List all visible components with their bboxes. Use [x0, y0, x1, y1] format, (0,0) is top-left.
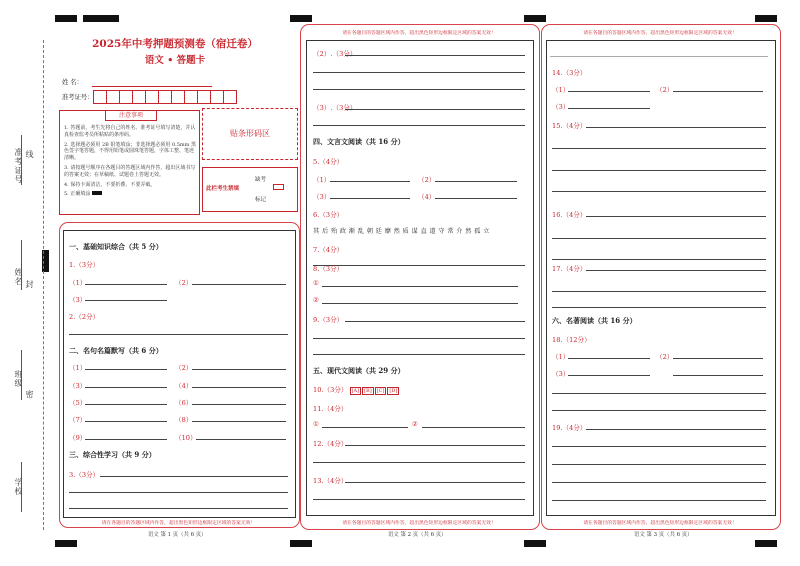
answer-line[interactable] — [313, 72, 525, 73]
answer-line[interactable] — [85, 404, 167, 405]
alignment-mark — [755, 540, 777, 547]
q10-text: 10.（3分） — [313, 386, 348, 394]
exam-title: 2025年中考押题预测卷（宿迁卷） — [92, 38, 258, 50]
answer-line[interactable] — [192, 284, 286, 285]
alignment-mark — [55, 540, 77, 547]
poem-item: （5） — [69, 399, 87, 407]
poem-item: （9） — [69, 434, 87, 442]
answer-line[interactable] — [568, 108, 650, 109]
answer-line[interactable] — [552, 482, 766, 483]
answer-line[interactable] — [313, 89, 525, 90]
answer-line[interactable] — [552, 393, 766, 394]
q11-1: ① — [313, 420, 319, 428]
answer-line[interactable] — [552, 410, 766, 411]
q2-label: 2.（2分） — [69, 313, 100, 321]
answer-line[interactable] — [85, 387, 167, 388]
p2-q2: （2）.（3分） — [313, 50, 357, 58]
answer-line[interactable] — [85, 439, 167, 440]
q5-4: （4） — [418, 193, 436, 201]
side-label-name: 姓名 — [14, 268, 23, 286]
answer-line[interactable] — [322, 303, 518, 304]
side-label-school: 学校 — [14, 478, 23, 496]
option-a[interactable]: [A] — [351, 388, 360, 394]
name-field[interactable] — [92, 86, 212, 87]
q5-2: （2） — [418, 176, 436, 184]
side-label-seal: 封 — [25, 280, 34, 289]
q16-label: 16.（4分） — [552, 211, 587, 219]
side-label-id: 准考证号 — [14, 148, 23, 184]
side-label-line: 线 — [25, 150, 34, 159]
poem-item: （6） — [175, 399, 193, 407]
q14-1: （1） — [552, 86, 570, 94]
poem-item: （4） — [175, 382, 193, 390]
poem-item: （8） — [175, 416, 193, 424]
q14-label: 14.（3分） — [552, 69, 587, 77]
notice-item: 4. 保持卡面清洁，不要折叠、不要弄破。 — [64, 181, 156, 188]
answer-line[interactable] — [568, 91, 650, 92]
answer-line[interactable] — [85, 421, 167, 422]
q8-2: ② — [313, 296, 319, 304]
answer-line[interactable] — [192, 404, 286, 405]
alignment-mark — [55, 15, 77, 22]
option-c[interactable]: [C] — [376, 388, 385, 394]
answer-line[interactable] — [313, 354, 525, 355]
answer-line[interactable] — [345, 482, 525, 483]
warning-text: 请在各题目的答题区域内作答，超出黑色矩形边框限定区域的答案无效！ — [583, 521, 737, 526]
answer-line[interactable] — [313, 499, 525, 500]
answer-line[interactable] — [435, 181, 517, 182]
alignment-mark — [524, 15, 546, 22]
answer-line[interactable] — [85, 300, 167, 301]
answer-line[interactable] — [552, 238, 766, 239]
q18-2: （2） — [656, 353, 674, 361]
alignment-mark — [524, 540, 546, 547]
page2-footer: 语文 第 2 页（共 6 页） — [388, 532, 447, 538]
name-label: 姓 名： — [62, 79, 83, 86]
barcode-label: 贴条形码区 — [230, 129, 270, 138]
answer-line[interactable] — [85, 369, 167, 370]
q13-label: 13.（4分） — [313, 477, 348, 485]
answer-line[interactable] — [322, 286, 518, 287]
answer-line[interactable] — [69, 508, 288, 509]
notice-box — [59, 110, 200, 215]
answer-line[interactable] — [422, 427, 525, 428]
alignment-mark — [290, 15, 312, 22]
q14-2: （2） — [656, 86, 674, 94]
answer-line[interactable] — [552, 446, 766, 447]
answer-line[interactable] — [69, 492, 288, 493]
warning-text: 请在各题目的答题区域内作答，超出黑色矩形边框限定区域的答案无效！ — [583, 31, 737, 36]
answer-line[interactable] — [85, 284, 167, 285]
alignment-mark — [755, 15, 777, 22]
q14-3: （3） — [552, 103, 570, 111]
answer-line[interactable] — [586, 127, 766, 128]
answer-line[interactable] — [313, 338, 525, 339]
binding-line — [43, 40, 44, 530]
answer-line[interactable] — [673, 358, 763, 359]
absent-top: 缺考 — [255, 177, 267, 183]
answer-line[interactable] — [69, 334, 288, 335]
section5-title: 五、现代文阅读（共 29 分） — [313, 366, 405, 375]
section2-title: 二、名句名篇默写（共 6 分） — [69, 346, 163, 355]
answer-line[interactable] — [345, 55, 525, 56]
notice-item: 1. 答题前，考生先将自己的姓名、准考证号填写清楚，并认真检查监考员所粘贴的条形码。 — [64, 125, 196, 138]
answer-line[interactable] — [552, 170, 766, 171]
q10-label — [313, 384, 400, 395]
poem-item: （3） — [69, 382, 87, 390]
absent-checkbox[interactable] — [273, 184, 284, 190]
q6-label: 6.（3分） — [313, 211, 344, 219]
alignment-mark — [290, 540, 312, 547]
q18-label: 18.（12分） — [552, 336, 591, 344]
answer-line[interactable] — [568, 375, 650, 376]
side-label-class: 班级 — [14, 370, 23, 388]
answer-line[interactable] — [192, 387, 286, 388]
answer-line[interactable] — [345, 321, 525, 322]
answer-line[interactable] — [673, 375, 763, 376]
answer-line[interactable] — [313, 125, 525, 126]
warning-text: 请在各题目的答题区域内作答，超出黑色矩形边框限定区域的答案无效！ — [342, 521, 496, 526]
answer-line[interactable] — [192, 421, 286, 422]
answer-line[interactable] — [586, 429, 766, 430]
answer-line[interactable] — [345, 445, 525, 446]
id-label: 准考证号： — [62, 94, 94, 101]
answer-line[interactable] — [568, 358, 650, 359]
section1-title: 一、基础知识综合（共 5 分） — [69, 242, 163, 251]
q1-3: （3） — [69, 296, 87, 304]
q18-1: （1） — [552, 353, 570, 361]
answer-line[interactable] — [322, 427, 408, 428]
q5-1: （1） — [313, 176, 331, 184]
q1-2: （2） — [175, 279, 193, 287]
answer-line[interactable] — [313, 265, 525, 266]
option-b[interactable]: [B] — [364, 388, 372, 394]
answer-line[interactable] — [192, 369, 286, 370]
notice-item: 3. 请按题号顺序在各题目的答题区域内作答，超出区域书写的答案无效；在草稿纸、试题卷上答题无效。 — [64, 164, 196, 178]
notice-item: 5. 正确填涂 — [64, 191, 91, 198]
q1-1: （1） — [69, 279, 87, 287]
answer-line[interactable] — [586, 216, 766, 217]
option-d[interactable]: [D] — [389, 388, 398, 394]
answer-line[interactable] — [586, 270, 766, 271]
absent-bottom: 标记 — [255, 197, 267, 203]
answer-line[interactable] — [313, 462, 525, 463]
q5-3: （3） — [313, 193, 331, 201]
q19-label: 19.（4分） — [552, 424, 587, 432]
q8-label: 8.（3分） — [313, 265, 344, 273]
q18-3: （3） — [552, 370, 570, 378]
alignment-mark — [83, 15, 119, 22]
id-boxes[interactable] — [93, 90, 237, 104]
answer-line[interactable] — [552, 191, 766, 192]
answer-line[interactable] — [552, 148, 766, 149]
q8-1: ① — [313, 279, 319, 287]
answer-line[interactable] — [330, 181, 410, 182]
q15-label: 15.（4分） — [552, 122, 587, 130]
notice-title: 注意事项 — [105, 111, 157, 121]
page1-footer: 语文 第 1 页（共 6 页） — [148, 532, 207, 538]
q12-label: 12.（4分） — [313, 440, 348, 448]
answer-line[interactable] — [552, 259, 766, 260]
q6-chars: 其 后 殆 政 渐 乱 朝 廷 靡 然 质 谋 直 道 守 常 介 然 孤 立 — [313, 228, 490, 235]
section3-title: 三、综合性学习（共 9 分） — [69, 450, 156, 459]
warning-text: 请在各题目的答题区域内作答，超出黑色矩形边框限定区域的答案无效！ — [342, 31, 496, 36]
answer-line[interactable] — [552, 464, 766, 465]
absent-box — [202, 167, 298, 212]
answer-line[interactable] — [552, 307, 766, 308]
answer-line[interactable] — [435, 198, 517, 199]
q11-2: ② — [412, 420, 418, 428]
q11-label: 11.（4分） — [313, 405, 348, 413]
q7-label: 7.（4分） — [313, 246, 344, 254]
q5-label: 5.（4分） — [313, 158, 344, 166]
poem-item: （7） — [69, 416, 87, 424]
answer-line[interactable] — [196, 439, 286, 440]
q1-label: 1.（3分） — [69, 261, 100, 269]
answer-line[interactable] — [330, 198, 410, 199]
side-label-secret: 密 — [25, 390, 34, 399]
page3-footer: 语文 第 3 页（共 6 页） — [634, 532, 693, 538]
q17-label: 17.（4分） — [552, 265, 587, 273]
exam-subtitle: 语文 • 答题卡 — [144, 55, 206, 66]
section6-title: 六、名著阅读（共 16 分） — [552, 316, 637, 325]
q3-label: 3.（3分） — [69, 471, 100, 479]
poem-item: （2） — [175, 364, 193, 372]
q9-label: 9.（3分） — [313, 316, 344, 324]
notice-item: 2. 选择题必须用 2B 铅笔填涂；非选择题必须用 0.5mm 黑色签字笔答题，不得用铅笔或圆珠笔答题，字体工整、笔迹清晰。 — [64, 141, 197, 162]
answer-line[interactable] — [552, 291, 766, 292]
poem-item: （1） — [69, 364, 87, 372]
poem-item: （10） — [175, 434, 197, 442]
section4-title: 四、文言文阅读（共 16 分） — [313, 137, 405, 146]
barcode-area — [202, 108, 298, 160]
warning-text: 请在各题目的答题区域内作答，超出黑色矩形边框限定区域的答案无效！ — [101, 521, 256, 526]
absent-label: 此栏考生禁填 — [206, 186, 240, 192]
answer-line[interactable] — [673, 91, 763, 92]
answer-line[interactable] — [345, 109, 525, 110]
p2-q3: （3）.（3分） — [313, 104, 357, 112]
answer-line[interactable] — [552, 500, 766, 501]
page3-inner — [546, 40, 776, 516]
answer-line[interactable] — [100, 476, 288, 477]
